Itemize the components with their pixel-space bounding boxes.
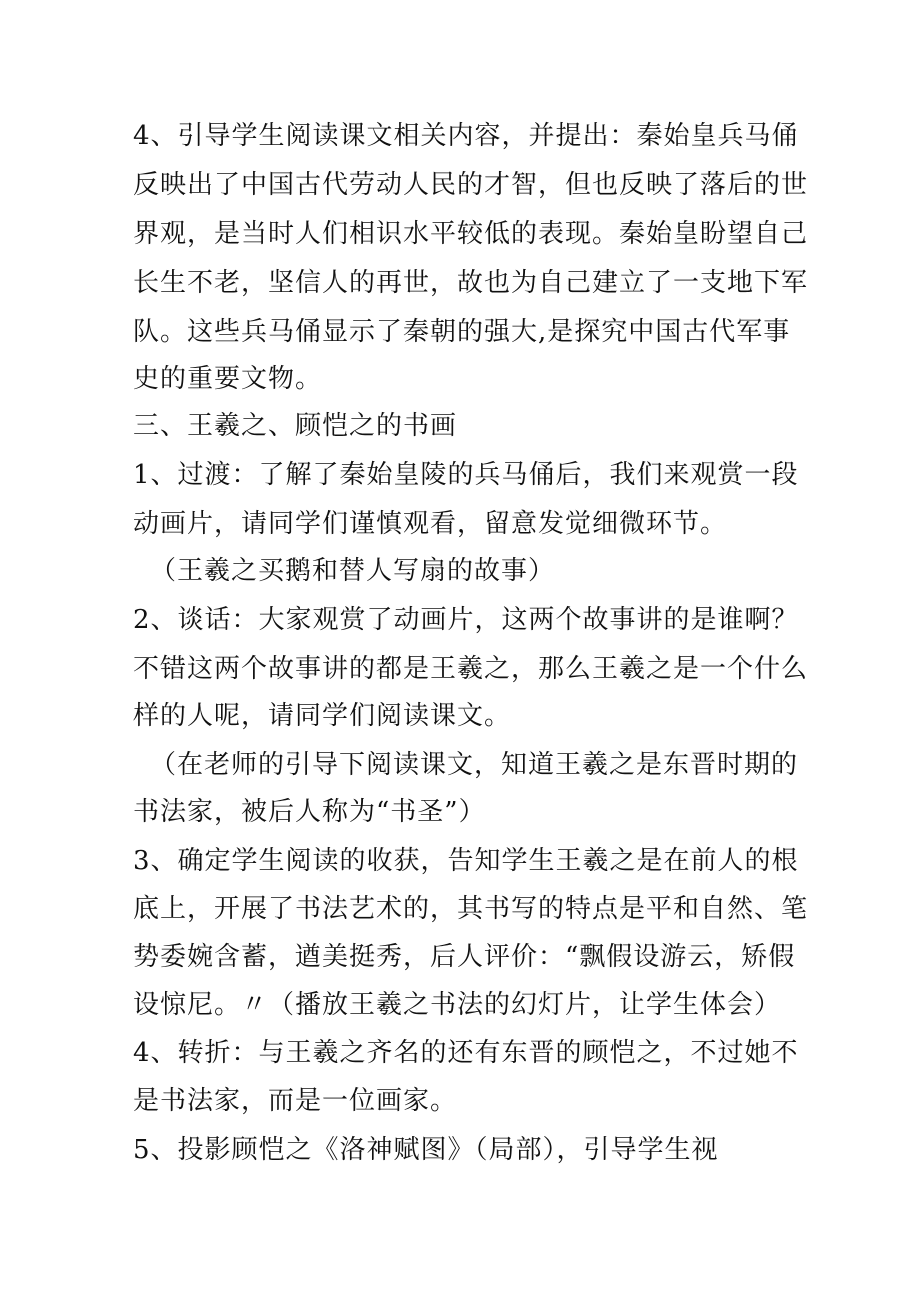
text-line-13: 样的人呢，请同学们阅读课文。 bbox=[133, 701, 512, 731]
text-line-21: 是书法家，而是一位画家。 bbox=[133, 1086, 458, 1116]
text-line-9: 动画片，请同学们谨慎观看，留意发觉细微环节。 bbox=[133, 509, 728, 539]
text-line-17: 底上，开展了书法艺术的，其书写的特点是平和自然、笔 bbox=[133, 894, 809, 924]
text-line-19: 设惊尼。〃（播放王羲之书法的幻灯片，让学生体会） bbox=[133, 990, 782, 1020]
text-line-4: 长生不老，坚信人的再世，故也为自己建立了一支地下军 bbox=[133, 268, 809, 298]
text-line-15: 书法家，被后人称为“书圣”） bbox=[133, 797, 486, 827]
text-line-5: 队。这些兵马俑显示了秦朝的强大,是探究中国古代军事 bbox=[133, 317, 791, 347]
text-line-1: 4、引导学生阅读课文相关内容，并提出：秦始皇兵马俑 bbox=[133, 121, 799, 151]
text-line-22: 5、投影顾恺之《洛神赋图》（局部），引导学生视 bbox=[133, 1135, 719, 1165]
text-line-6: 史的重要文物。 bbox=[133, 364, 323, 394]
text-line-8: 1、过渡：了解了秦始皇陵的兵马俑后，我们来观赏一段 bbox=[133, 460, 799, 490]
text-line-16: 3、确定学生阅读的收获，告知学生王羲之是在前人的根 bbox=[133, 846, 799, 876]
text-line-20: 4、转折：与王羲之齐名的还有东晋的顾恺之，不过她不 bbox=[133, 1038, 799, 1068]
text-line-18: 势委婉含蓄，遒美挺秀，后人评价：“飘假设游云，矫假 bbox=[133, 942, 796, 972]
text-line-10: （王羲之买鹅和替人写扇的故事） bbox=[150, 556, 556, 586]
text-line-11: 2、谈话：大家观赏了动画片，这两个故事讲的是谁啊？ bbox=[133, 605, 799, 635]
text-line-14: （在老师的引导下阅读课文，知道王羲之是东晋时期的 bbox=[150, 750, 799, 780]
text-line-12: 不错这两个故事讲的都是王羲之，那么王羲之是一个什么 bbox=[133, 654, 809, 684]
text-line-3: 界观，是当时人们相识水平较低的表现。秦始皇盼望自己 bbox=[133, 219, 809, 249]
section-heading: 三、王羲之、顾恺之的书画 bbox=[133, 411, 458, 441]
text-line-2: 反映出了中国古代劳动人民的才智，但也反映了落后的世 bbox=[133, 170, 809, 200]
